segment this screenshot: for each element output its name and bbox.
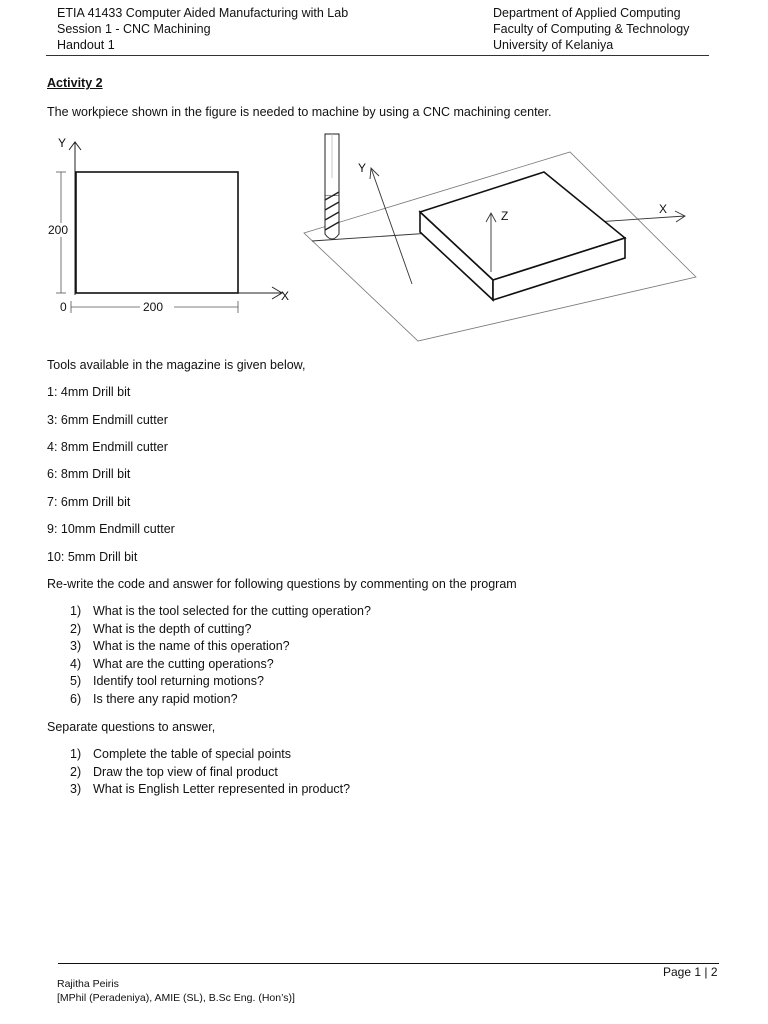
endmill-tool-icon <box>325 134 339 239</box>
program-questions-list <box>70 603 371 708</box>
x-axis-label: X <box>281 289 290 303</box>
rewrite-intro: Re-write the code and answer for following questions by commenting on the program <box>47 577 517 591</box>
faculty-name: Faculty of Computing & Technology <box>493 22 690 36</box>
author-credentials: [MPhil (Peradeniya), AMIE (SL), B.Sc Eng. (Hon’s)] <box>57 992 295 1004</box>
origin-label: 0 <box>60 300 67 314</box>
footer-divider <box>58 963 719 964</box>
list-item: 5) Identify tool returning motions? <box>70 674 264 688</box>
separate-intro: Separate questions to answer, <box>47 720 216 734</box>
tool-item: 7: 6mm Drill bit <box>47 495 131 509</box>
tool-item: 6: 8mm Drill bit <box>47 467 131 481</box>
y-axis-line-3d <box>371 168 412 284</box>
x-axis-label-3d: X <box>659 202 668 216</box>
list-item: 3) What is English Letter represented in product? <box>70 782 351 796</box>
list-item: 3) What is the name of this operation? <box>70 639 290 653</box>
author-name: Rajitha Peiris <box>57 978 119 990</box>
tool-item: 4: 8mm Endmill cutter <box>47 440 168 454</box>
list-item: 6) Is there any rapid motion? <box>70 691 238 706</box>
list-item: 4) What are the cutting operations? <box>70 656 274 671</box>
page-number: Page 1 | 2 <box>663 965 718 979</box>
header-institution-info <box>493 5 689 53</box>
tool-item: 9: 10mm Endmill cutter <box>47 522 175 536</box>
y-axis-label-3d: Y <box>358 161 367 175</box>
activity-title: Activity 2 <box>47 76 103 90</box>
separate-questions-list <box>70 746 350 799</box>
list-item: 2) What is the depth of cutting? <box>70 621 252 636</box>
header-course-info <box>57 5 348 53</box>
tool-item: 10: 5mm Drill bit <box>47 550 138 564</box>
tools-intro: Tools available in the magazine is given below, <box>47 358 306 372</box>
university-name: University of Kelaniya <box>493 38 614 52</box>
handout-label: Handout 1 <box>57 38 115 52</box>
y-axis-label: Y <box>58 136 67 150</box>
machining-setup-3d <box>300 130 710 350</box>
list-item: 2) Draw the top view of final product <box>70 764 278 779</box>
course-title: ETIA 41433 Computer Aided Manufacturing with Lab <box>57 6 349 20</box>
header-divider <box>46 55 709 56</box>
list-item: 1) Complete the table of special points <box>70 747 292 761</box>
session-title: Session 1 - CNC Machining <box>57 22 211 36</box>
department-name: Department of Applied Computing <box>493 6 681 20</box>
intro-text: The workpiece shown in the figure is needed to machine by using a CNC machining center. <box>47 105 552 119</box>
tool-item: 1: 4mm Drill bit <box>47 385 131 399</box>
tool-item: 3: 6mm Endmill cutter <box>47 413 168 427</box>
z-axis-label-3d: Z <box>501 209 509 223</box>
footer-author-info <box>57 977 295 1005</box>
workpiece-outline <box>76 172 238 293</box>
workpiece-2d-drawing <box>40 130 310 325</box>
width-dimension-label: 200 <box>143 300 164 314</box>
list-item: 1) What is the tool selected for the cutting operation? <box>70 604 371 618</box>
height-dimension-label: 200 <box>48 223 69 237</box>
